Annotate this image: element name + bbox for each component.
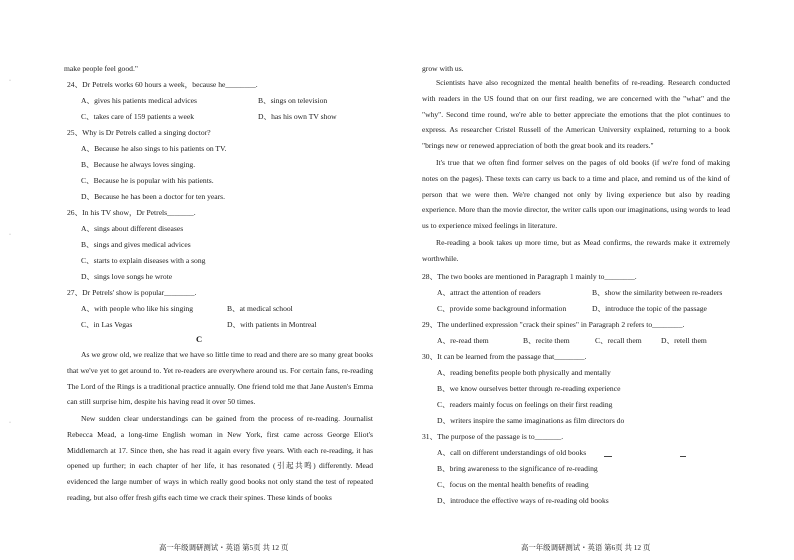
- margin-mark: ·: [9, 420, 11, 426]
- option-c[interactable]: C、readers mainly focus on feelings on their first reading: [437, 400, 613, 409]
- passage-paragraph: It's true that we often find former selves on the pages of old books (if we're fond of making notes on the pages). These texts can carry us back to a time and place, and remind us of the kind of person that we were then. We're changed not only by living experience but also by reading experience. More than the movie director, the writer calls upon our imaginations, using words to lead us to experience mixed feelings in literature.: [422, 158, 730, 231]
- margin-mark: ·: [9, 78, 11, 84]
- option-a[interactable]: A、with people who like his singing: [81, 304, 194, 313]
- margin-mark: ·: [9, 232, 11, 238]
- option-a[interactable]: A、sings about different diseases: [81, 224, 184, 233]
- option-d[interactable]: D、retell them: [661, 336, 707, 345]
- option-a[interactable]: A、Because he also sings to his patients on TV.: [81, 144, 227, 153]
- passage-paragraph: Re-reading a book takes up more time, but as Mead confirms, the rewards make it extremely worthwhile.: [422, 238, 730, 263]
- top-fragment: grow with us.: [422, 64, 464, 73]
- top-fragment: make people feel good.": [64, 64, 138, 73]
- question-stem: 27、Dr Petrels' show is popular________.: [67, 288, 197, 297]
- option-d[interactable]: D、introduce the effective ways of re-reading old books: [437, 496, 609, 505]
- option-a[interactable]: A、call on different understandings of old books: [437, 448, 587, 457]
- right-page: [397, 0, 794, 560]
- question-stem: 29、The underlined expression "crack their spines" in Paragraph 2 refers to________.: [422, 320, 685, 329]
- pencil-mark: [604, 456, 612, 457]
- question-stem: 26、In his TV show，Dr Petrels_______.: [67, 208, 196, 217]
- option-d[interactable]: D、sings love songs he wrote: [81, 272, 173, 281]
- passage-paragraph: Scientists have also recognized the mental health benefits of re-reading. Research conducted with readers in the US found that on our first reading, we are concerned with the "what" and the "why". Second time round, we're able to better appreciate the emotions that the plot continues to express. As researcher Cristel Russell of the American University explained, returning to a book "brings new or renewed appreciation of both the great book and its readers.": [422, 78, 730, 151]
- option-b[interactable]: B、show the similarity between re-readers: [592, 288, 723, 297]
- page-footer: 高一年级调研测试・英语 第6页 共 12 页: [521, 543, 651, 552]
- option-b[interactable]: B、bring awareness to the significance of re-reading: [437, 464, 598, 473]
- option-d[interactable]: D、with patients in Montreal: [227, 320, 317, 329]
- option-d[interactable]: D、writers inspire the same imaginations as film directors do: [437, 416, 625, 425]
- question-stem: 25、Why is Dr Petrels called a singing doctor?: [67, 128, 211, 137]
- question-stem: 24、Dr Petrels works 60 hours a week，because he________.: [67, 80, 258, 89]
- pencil-mark: [680, 456, 686, 457]
- option-a[interactable]: A、gives his patients medical advices: [81, 96, 197, 105]
- option-d[interactable]: D、has his own TV show: [258, 112, 337, 121]
- passage-paragraph: As we grow old, we realize that we have so little time to read and there are so many great books that we've yet to get around to. Yet re-readers are everywhere around us. For certain fans, re-reading The Lord of the Rings is a traditional practice annually. One friend told me that Jane Austen's Emma can still surprise him, despite his having read it over 50 times.: [67, 350, 373, 407]
- section-label: C: [196, 334, 203, 344]
- page-footer: 高一年级调研测试・英语 第5页 共 12 页: [159, 543, 289, 552]
- option-d[interactable]: D、introduce the topic of the passage: [592, 304, 707, 313]
- option-b[interactable]: B、sings on television: [258, 96, 328, 105]
- option-c[interactable]: C、takes care of 159 patients a week: [81, 112, 195, 121]
- option-b[interactable]: B、Because he always loves singing.: [81, 160, 196, 169]
- option-b[interactable]: B、sings and gives medical advices: [81, 240, 191, 249]
- option-a[interactable]: A、attract the attention of readers: [437, 288, 541, 297]
- option-b[interactable]: B、at medical school: [227, 304, 293, 313]
- question-stem: 30、It can be learned from the passage that________.: [422, 352, 587, 361]
- option-c[interactable]: C、recall them: [595, 336, 642, 345]
- question-stem: 28、The two books are mentioned in Paragraph 1 mainly to________.: [422, 272, 637, 281]
- option-d[interactable]: D、Because he has been a doctor for ten years.: [81, 192, 226, 201]
- option-c[interactable]: C、in Las Vegas: [81, 320, 133, 329]
- option-c[interactable]: C、focus on the mental health benefits of reading: [437, 480, 589, 489]
- option-b[interactable]: B、recite them: [523, 336, 570, 345]
- passage-paragraph: New sudden clear understandings can be gained from the process of re-reading. Journalist Rebecca Mead, a long-time English woman in New York, first came across George Eliot's Middlemarch at 17. Since then, she has read it again every five years. With each re-reading, it has opened up further; in each chapter of her life, it has resonated (引起共鸣) differently. Mead evidenced the large number of ways in which really good books not only stand the test of repeated reading, but also offer fresh gifts each time we crack their spines. These kinds of books: [67, 414, 373, 502]
- option-c[interactable]: C、provide some background information: [437, 304, 567, 313]
- option-b[interactable]: B、we know ourselves better through re-reading experience: [437, 384, 621, 393]
- option-c[interactable]: C、Because he is popular with his patients.: [81, 176, 214, 185]
- option-c[interactable]: C、starts to explain diseases with a song: [81, 256, 206, 265]
- question-stem: 31、The purpose of the passage is to_______.: [422, 432, 564, 441]
- option-a[interactable]: A、re-read them: [437, 336, 489, 345]
- option-a[interactable]: A、reading benefits people both physically and mentally: [437, 368, 611, 377]
